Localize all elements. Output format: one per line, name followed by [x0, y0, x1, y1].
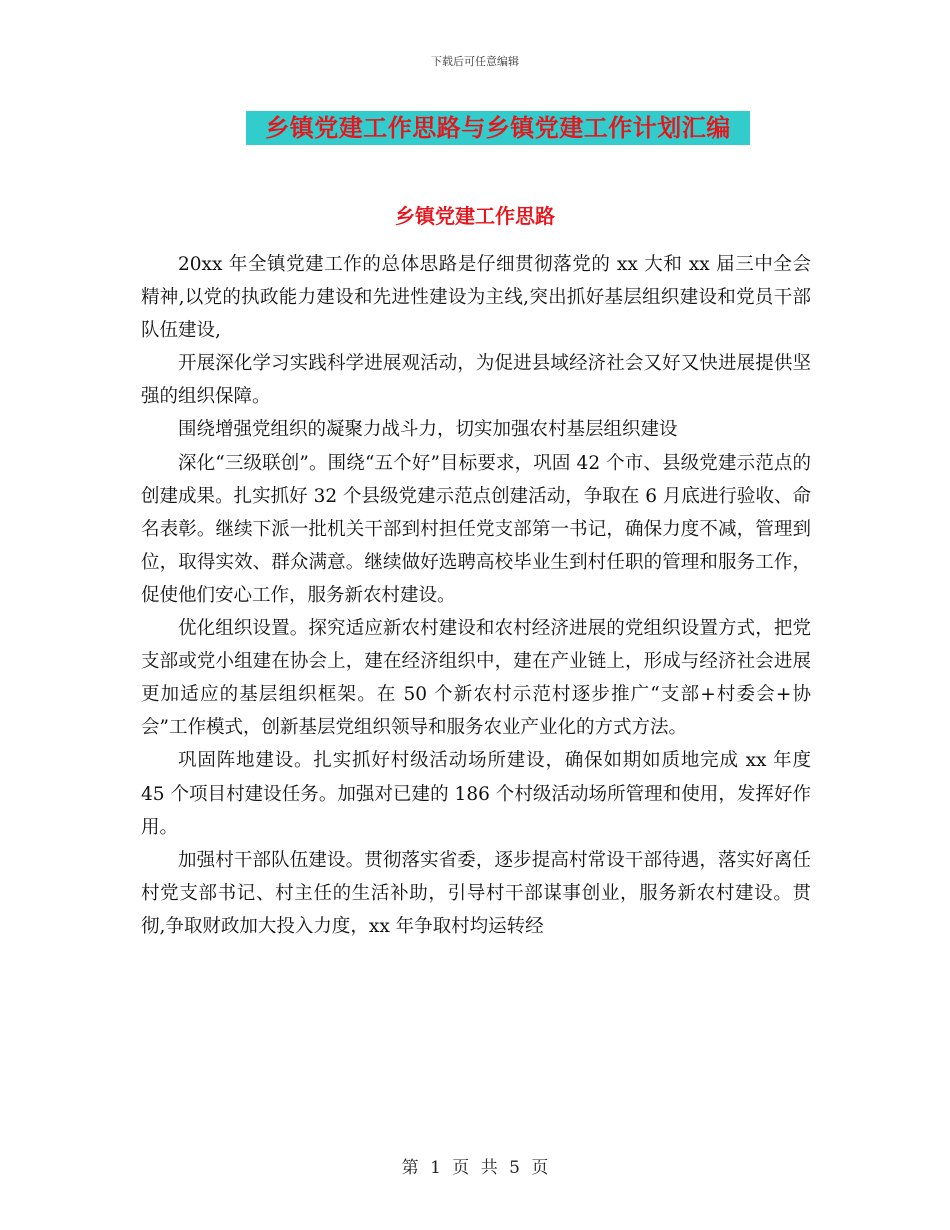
- header-note: 下载后可任意编辑: [431, 55, 519, 68]
- paragraph: 巩固阵地建设。扎实抓好村级活动场所建设，确保如期如质地完成 xx 年度 45 个项目村建设任务。加强对已建的 186 个村级活动场所管理和使用，发挥好作用。: [141, 750, 811, 838]
- paragraph: 深化“三级联创”。围绕“五个好”目标要求，巩固 42 个市、县级党建示范点的创建成果。扎实抓好 32 个县级党建示范点创建活动，争取在 6 月底进行验收、命名表彰。继续下派一批机关干部到村担任党支部第一书记，确保力度不减，管理到位，取得实效、群众满意。继续做好选聘高校毕业生到村任职的管理和服务工作，促使他们安心工作，服务新农村建设。: [141, 452, 811, 606]
- paragraph: 优化组织设置。探究适应新农村建设和农村经济进展的党组织设置方式，把党支部或党小组建在协会上，建在经济组织中，建在产业链上，形成与经济社会进展更加适应的基层组织框架。在 50 个新农村示范村逐步推广“支部+村委会+协会”工作模式，创新基层党组织领导和服务农业产业化的方式方法。: [141, 618, 811, 739]
- body-text: [141, 248, 811, 943]
- main-title: 乡镇党建工作思路与乡镇党建工作计划汇编: [246, 111, 750, 145]
- paragraph: 围绕增强党组织的凝聚力战斗力，切实加强农村基层组织建设: [178, 419, 678, 441]
- page-footer: 第 1 页 共 5 页: [401, 1158, 549, 1178]
- paragraph: 加强村干部队伍建设。贯彻落实省委，逐步提高村常设干部待遇，落实好离任村党支部书记、村主任的生活补助，引导村干部谋事创业，服务新农村建设。贯彻,争取财政加大投入力度，xx 年争取村均运转经: [141, 849, 811, 937]
- paragraph: 开展深化学习实践科学进展观活动，为促进县域经济社会又好又快进展提供坚强的组织保障。: [141, 353, 811, 408]
- section-title: 乡镇党建工作思路: [395, 204, 555, 228]
- main-title-container: [246, 111, 750, 145]
- paragraph: 20xx 年全镇党建工作的总体思路是仔细贯彻落党的 xx 大和 xx 届三中全会精神,以党的执政能力建设和先进性建设为主线,突出抓好基层组织建设和党员干部队伍建设,: [141, 254, 811, 342]
